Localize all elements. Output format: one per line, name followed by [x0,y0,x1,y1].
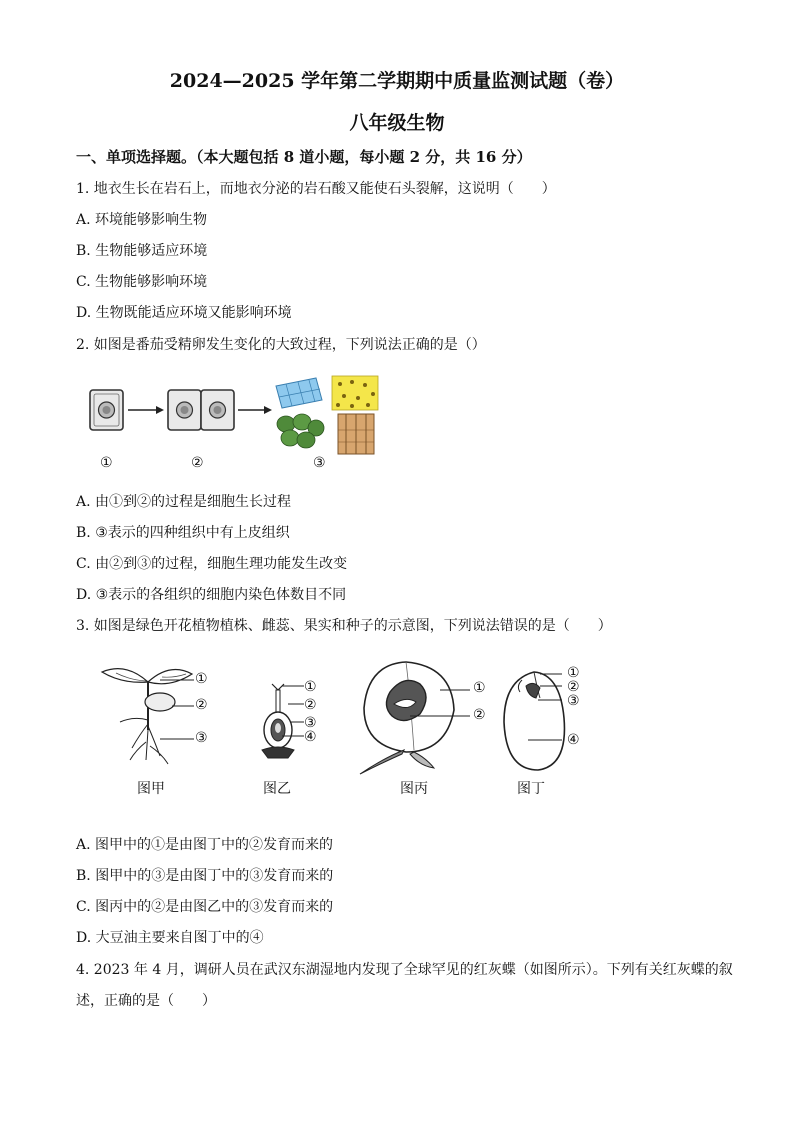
ding-label-3: ③ [567,693,580,709]
fruit-peach-figure [354,654,484,776]
yi-label-3: ③ [304,715,317,731]
q1-option-a: A. 环境能够影响生物 [76,212,208,228]
fig-name-bing: 图丙 [400,781,428,797]
fig-name-jia: 图甲 [137,781,165,797]
jia-label-1: ① [195,671,208,687]
section-heading: 一、单项选择题。（本大题包括 8 道小题，每小题 2 分，共 16 分） [76,148,532,166]
q2-stem: 2. 如图是番茄受精卵发生变化的大致过程，下列说法正确的是（） [76,337,486,353]
q3-option-c: C. 图丙中的②是由图乙中的③发育而来的 [76,899,334,915]
arrow-head [264,406,272,414]
protective-tissue-illustration [276,378,322,408]
fig-label-1: ① [100,455,113,471]
meristem-tissue-illustration [277,414,324,448]
fig-name-ding: 图丁 [517,781,545,797]
q2-option-b: B. ③表示的四种组织中有上皮组织 [76,525,290,541]
yi-label-4: ④ [304,729,317,745]
single-cell-illustration [90,390,123,430]
q1-option-c: C. 生物能够影响环境 [76,274,208,290]
jia-label-2: ② [195,697,208,713]
bean-seed-figure [496,662,576,777]
cell-division-figure [80,372,400,472]
q4-stem-line2: 述，正确的是（ ） [76,993,216,1009]
q2-option-c: C. 由②到③的过程，细胞生理功能发生改变 [76,556,348,572]
nutrient-tissue-illustration [332,376,378,410]
yi-label-2: ② [304,697,317,713]
ding-label-2: ② [567,679,580,695]
yi-label-1: ① [304,679,317,695]
plant-pointer-lines [160,670,220,750]
fig-label-2: ② [191,455,204,471]
q4-stem-line1: 4. 2023 年 4 月，调研人员在武汉东湖湿地内发现了全球罕见的红灰蝶（如图所示）。下列有关红灰蝶的叙 [76,962,733,978]
q1-option-d: D. 生物既能适应环境又能影响环境 [76,305,292,321]
exam-subtitle: 八年级生物 [349,112,445,134]
q3-option-a: A. 图甲中的①是由图丁中的②发育而来的 [76,837,334,853]
q3-option-b: B. 图甲中的③是由图丁中的③发育而来的 [76,868,334,884]
bing-label-2: ② [473,707,486,723]
arrow-head [156,406,164,414]
conducting-tissue-illustration [338,414,374,454]
bing-label-1: ① [473,680,486,696]
q2-option-d: D. ③表示的各组织的细胞内染色体数目不同 [76,587,347,603]
pistil-figure [258,678,338,763]
ding-label-4: ④ [567,732,580,748]
q1-option-b: B. 生物能够适应环境 [76,243,208,259]
q2-option-a: A. 由①到②的过程是细胞生长过程 [76,494,292,510]
q3-stem: 3. 如图是绿色开花植物植株、雌蕊、果实和种子的示意图，下列说法错误的是（ ） [76,618,612,634]
q1-stem: 1. 地衣生长在岩石上，而地衣分泌的岩石酸又能使石头裂解，这说明（ ） [76,181,556,197]
fig-name-yi: 图乙 [263,781,291,797]
ding-label-1: ① [567,665,580,681]
jia-label-3: ③ [195,730,208,746]
q3-option-d: D. 大豆油主要来自图丁中的④ [76,930,264,946]
two-cells-illustration [168,390,234,430]
fig-label-3: ③ [313,455,326,471]
exam-title: 2024—2025 学年第二学期期中质量监测试题（卷） [169,70,625,92]
